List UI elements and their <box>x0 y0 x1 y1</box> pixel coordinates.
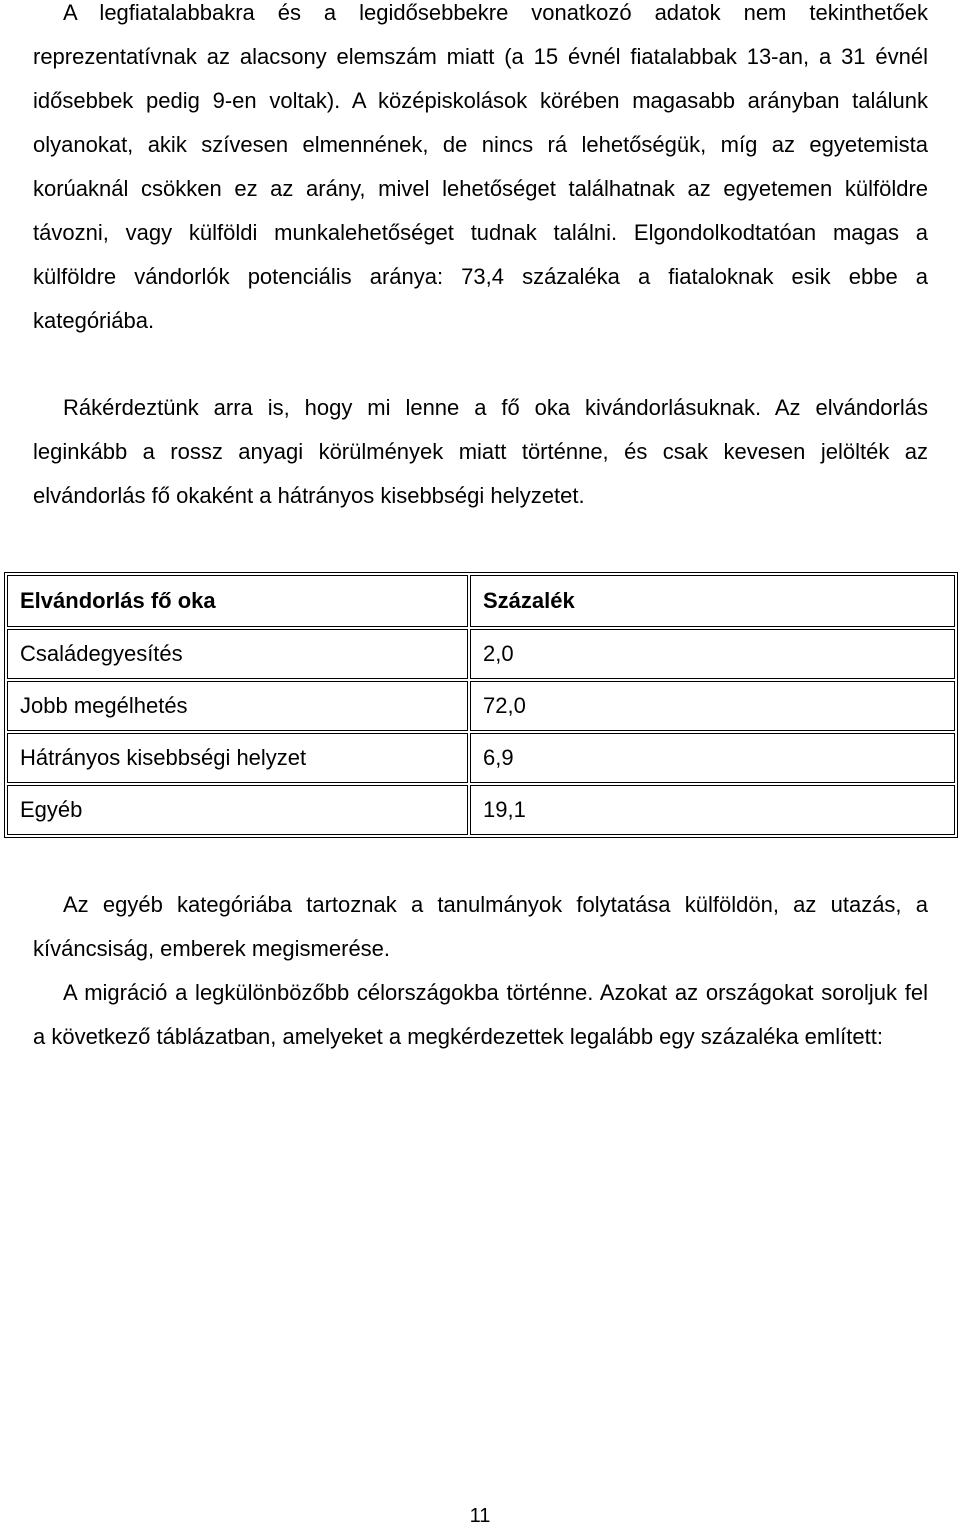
table-row <box>7 681 955 731</box>
paragraph-1-text: A legfiatalabbakra és a legidősebbekre vonatkozó adatok nem tekinthetőek reprezentatívnak az alacsony elemszám miatt (a 15 évnél fiatalabbak 13-an, a 31 évnél idősebbek pedig 9-en voltak). A középiskolások körében magasabb arányban találunk olyanokat, akik szívesen elmennének, de nincs rá lehetőségük, míg az egyetemista korúaknál csökken ez az arány, mivel lehetőséget találhatnak az egyetemen külföldre távozni, vagy külföldi munkalehetőséget tudnak találni. Elgondolkodtatóan magas a külföldre vándorlók potenciális aránya: 73,4 százaléka a fiataloknak esik ebbe a kategóriába. <box>33 0 928 333</box>
table-cell-percent: 6,9 <box>470 733 955 783</box>
table-row <box>7 629 955 679</box>
paragraph-1 <box>33 0 928 343</box>
emigration-reasons-table <box>4 572 958 838</box>
table-row <box>7 785 955 835</box>
paragraph-3-text: Az egyéb kategóriába tartoznak a tanulmányok folytatása külföldön, az utazás, a kíváncsiság, emberek megismerése. <box>33 892 928 961</box>
table-cell-percent: 72,0 <box>470 681 955 731</box>
table-cell-reason: Hátrányos kisebbségi helyzet <box>7 733 468 783</box>
table-cell-reason: Egyéb <box>7 785 468 835</box>
table-header-row <box>7 575 955 627</box>
paragraph-3 <box>33 883 928 971</box>
table-cell-percent: 19,1 <box>470 785 955 835</box>
paragraph-4-text: A migráció a legkülönbözőbb célországokba történne. Azokat az országokat soroljuk fel a következő táblázatban, amelyeket a megkérdezettek legalább egy százaléka említett: <box>33 980 928 1049</box>
column-header-percent: Százalék <box>470 575 955 627</box>
table-row <box>7 733 955 783</box>
table-cell-percent: 2,0 <box>470 629 955 679</box>
paragraph-2 <box>33 386 928 518</box>
paragraph-2-text: Rákérdeztünk arra is, hogy mi lenne a fő oka kivándorlásuknak. Az elvándorlás leginkább a rossz anyagi körülmények miatt történne, és csak kevesen jelölték az elvándorlás fő okaként a hátrányos kisebbségi helyzetet. <box>33 395 928 508</box>
page-number: 11 <box>469 1505 491 1527</box>
table-cell-reason: Jobb megélhetés <box>7 681 468 731</box>
paragraph-4 <box>33 971 928 1059</box>
column-header-reason: Elvándorlás fő oka <box>7 575 468 627</box>
table-cell-reason: Családegyesítés <box>7 629 468 679</box>
